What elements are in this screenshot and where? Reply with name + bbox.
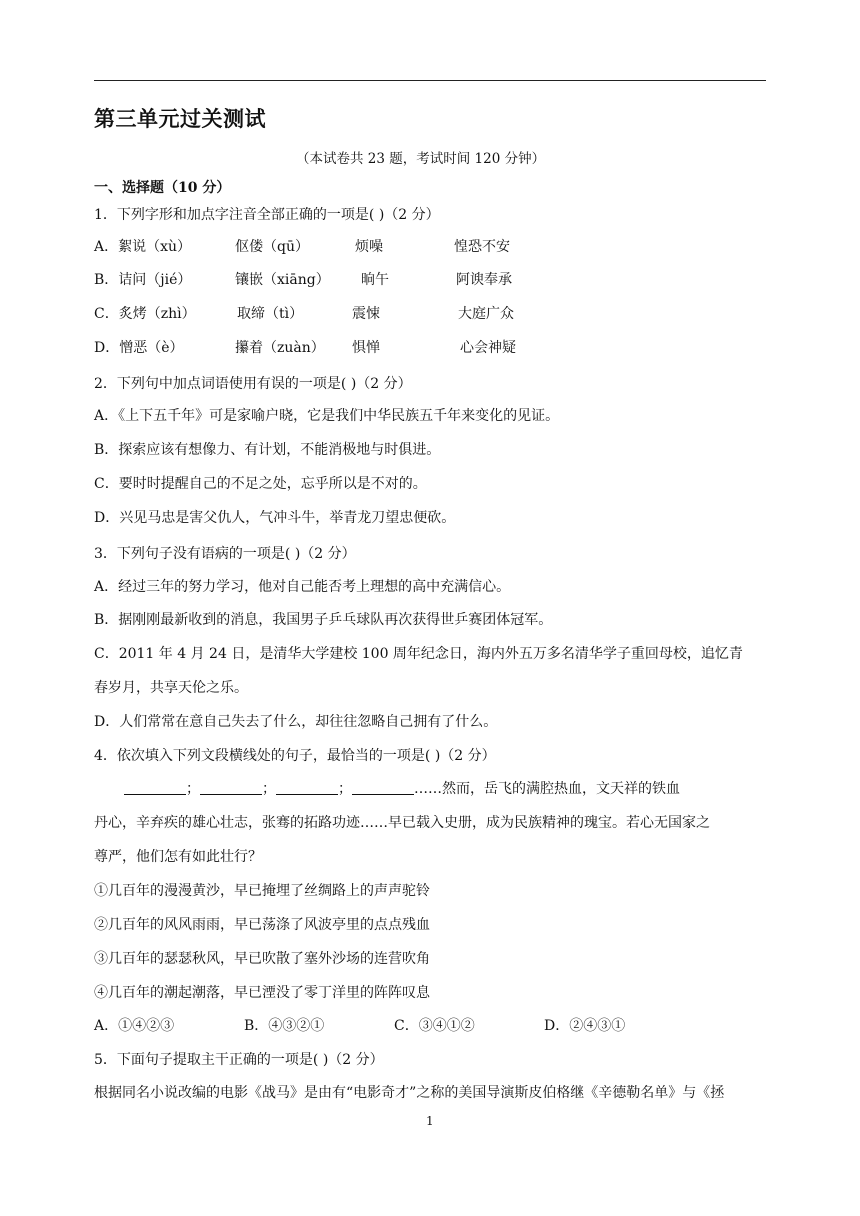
question-4-passage-line-1: ； ； ； ……然而，岳飞的满腔热血，文天祥的铁血: [124, 778, 680, 798]
question-5-sentence: 根据同名小说改编的电影《战马》是由有“电影奇才”之称的美国导演斯皮伯格继《辛德勒名单》与《拯: [94, 1085, 725, 1101]
option-b-word-1: B．诘问（jié）: [94, 272, 192, 288]
option-a-word-3: 烦噪: [355, 239, 383, 255]
section-heading: 一、选择题（10 分）: [94, 180, 231, 196]
option-d-word-4: 心会神疑: [460, 340, 516, 356]
option-b-word-4: 阿谀奉承: [456, 272, 512, 288]
option-a-word-1: A．絮说（xù）: [94, 239, 192, 255]
option-b-word-3: 晌午: [361, 272, 389, 288]
question-1-option-b: [94, 269, 794, 289]
option-a-word-4: 惶恐不安: [454, 239, 510, 255]
passage-text: ……然而，岳飞的满腔热血，文天祥的铁血: [414, 781, 680, 797]
question-3-stem: 3．下列句子没有语病的一项是( )（2 分）: [94, 546, 356, 562]
question-4-item-3: ③几百年的瑟瑟秋风，早已吹散了塞外沙场的连营吹角: [94, 951, 430, 967]
option-a-word-2: 伛偻（qū）: [235, 239, 309, 255]
exam-info: （本试卷共 23 题，考试时间 120 分钟）: [296, 151, 546, 167]
question-1-option-d: [94, 337, 794, 357]
choice-c: C．③④①②: [394, 1018, 475, 1034]
question-1-option-a: [94, 236, 794, 256]
option-c-word-3: 震悚: [352, 306, 380, 322]
page-number: 1: [426, 1114, 434, 1128]
question-3-option-b: B．据刚刚最新收到的消息，我国男子乒乓球队再次获得世乒赛团体冠军。: [94, 612, 553, 628]
question-2-option-d: D．兴见马忠是害父仇人，气冲斗牛，举青龙刀望忠便砍。: [94, 510, 456, 526]
choice-a: A．①④②③: [94, 1018, 175, 1034]
page-title: 第三单元过关测试: [94, 106, 266, 131]
question-2-option-a: A．《上下五千年》可是家喻户晓，它是我们中华民族五千年来变化的见证。: [94, 408, 560, 424]
question-2-option-b: B．探索应该有想像力、有计划，不能消极地与时俱进。: [94, 442, 441, 458]
option-c-word-1: C．炙烤（zhì）: [94, 306, 196, 322]
question-4-item-2: ②几百年的风风雨雨，早已荡涤了风波亭里的点点残血: [94, 917, 430, 933]
fill-blank-2[interactable]: [200, 780, 262, 795]
option-c-word-4: 大庭广众: [458, 306, 514, 322]
question-3-option-c-cont: 春岁月，共享天伦之乐。: [94, 680, 248, 696]
question-3-option-c: C．2011 年 4 月 24 日，是清华大学建校 100 周年纪念日，海内外五万多名清华学子重回母校，追忆青: [94, 646, 743, 662]
question-4-passage-line-2: 丹心，辛弃疾的雄心壮志，张骞的拓路功迹……早已载入史册，成为民族精神的瑰宝。若心无国家之: [94, 815, 710, 831]
question-3-option-d: D．人们常常在意自己失去了什么，却往往忽略自己拥有了什么。: [94, 714, 498, 730]
question-3-option-a: A．经过三年的努力学习，他对自己能否考上理想的高中充满信心。: [94, 579, 511, 595]
fill-blank-1[interactable]: [124, 780, 186, 795]
fill-blank-4[interactable]: [352, 780, 414, 795]
header-rule: [94, 80, 766, 81]
question-1-stem: 1．下列字形和加点字注音全部正确的一项是( )（2 分）: [94, 207, 440, 223]
question-4-item-4: ④几百年的潮起潮落，早已湮没了零丁洋里的阵阵叹息: [94, 985, 430, 1001]
choice-d: D．②④③①: [544, 1018, 626, 1034]
option-d-word-2: 攥着（zuàn）: [235, 340, 325, 356]
question-4-item-1: ①几百年的漫漫黄沙，早已掩埋了丝绸路上的声声驼铃: [94, 883, 430, 899]
option-c-word-2: 取缔（tì）: [237, 306, 304, 322]
question-4-choices: [94, 1015, 794, 1035]
option-d-word-1: D．憎恶（è）: [94, 340, 184, 356]
question-4-passage-line-3: 尊严，他们怎有如此壮行？: [94, 849, 262, 865]
fill-blank-3[interactable]: [276, 780, 338, 795]
option-b-word-2: 镶嵌（xiāng）: [235, 272, 330, 288]
option-d-word-3: 惧惮: [352, 340, 380, 356]
question-1-option-c: [94, 303, 794, 323]
question-2-option-c: C．要时时提醒自己的不足之处，忘乎所以是不对的。: [94, 476, 427, 492]
question-4-stem: 4．依次填入下列文段横线处的句子，最恰当的一项是( )（2 分）: [94, 748, 496, 764]
question-2-stem: 2．下列句中加点词语使用有误的一项是( )（2 分）: [94, 376, 412, 392]
question-5-stem: 5．下面句子提取主干正确的一项是( )（2 分）: [94, 1052, 384, 1068]
choice-b: B．④③②①: [244, 1018, 325, 1034]
